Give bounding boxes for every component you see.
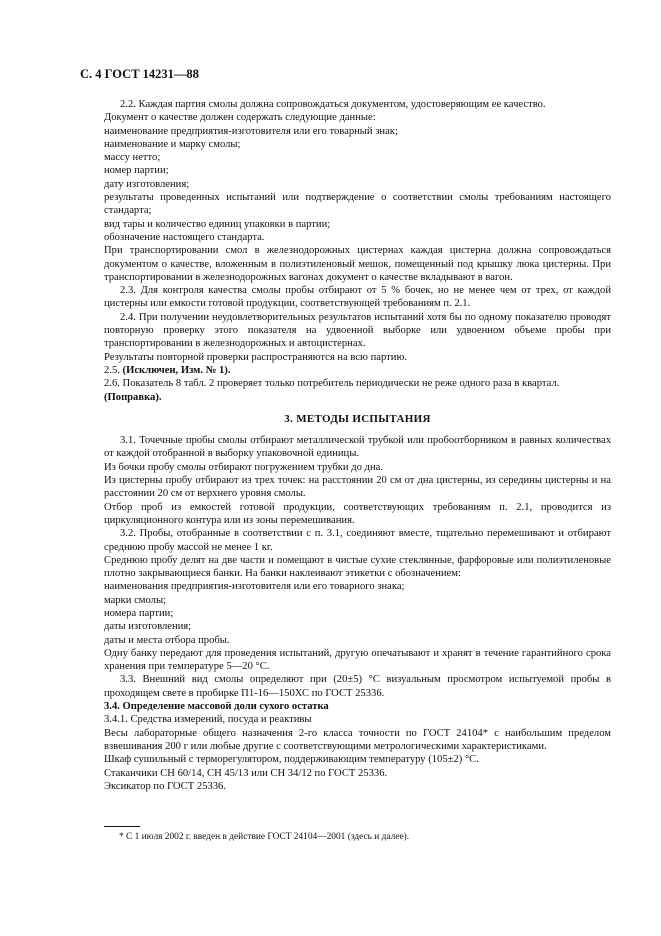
excluded-note: (Исключен, Изм. № 1). [122,364,231,376]
paragraph-number: 2.5. [104,364,120,376]
list-item: наименование и марку смолы; [104,138,241,150]
paragraph: При транспортировании смол в железнодорожных цистернах каждая цистерна должна сопровождаться документом о качестве, вложенным в полиэтиленовый мешок, помещенный под крышку люка цистерны. При транспортировании в железнодорожных вагонах документ о качестве вкладывают в вагон. [104,245,611,283]
paragraph: 3.3. Внешний вид смолы определяют при (20±5) °С визуальным просмотром испытуемой пробы в проходящем свете в пробирке П1-16—150ХС по ГОСТ 25336. [104,674,611,699]
main-text [104,98,611,793]
subsection-heading: 3.4.1. Средства измерений, посуда и реактивы [104,714,312,726]
list-item: вид тары и количество единиц упаковки в партии; [104,218,331,230]
list-item: наименования предприятия-изготовителя или его товарного знака; [104,581,405,593]
paragraph: Одну банку передают для проведения испытаний, другую опечатывают и хранят в течение гарантийного срока хранения при температуре 5—20 °С. [104,647,611,673]
amendment-note: (Поправка). [104,391,162,403]
subsection-title: 3.4. Определение массовой доли сухого остатка [104,701,329,713]
list-item: даты изготовления; [104,621,192,633]
paragraph: Из цистерны пробу отбирают из трех точек: на расстоянии 20 см от дна цистерны, из середины цистерны и на расстоянии 20 см от верхнего уровня смолы. [104,475,611,500]
paragraph: Результаты повторной проверки распространяются на всю партию. [104,351,408,363]
paragraph: Эксикатор по ГОСТ 25336. [104,780,226,792]
list-item: дату изготовления; [104,178,190,190]
list-item: даты и места отбора пробы. [104,634,230,646]
footnote-divider [104,826,140,827]
list-item: обозначение настоящего стандарта. [104,231,265,243]
paragraph: Стаканчики СН 60/14, СН 45/13 или СН 34/12 по ГОСТ 25336. [104,767,388,779]
page-header: С. 4 ГОСТ 14231—88 [80,67,199,81]
paragraph: Документ о качестве должен содержать следующие данные: [104,112,376,124]
paragraph: 2.2. Каждая партия смолы должна сопровождаться документом, удостоверяющим ее качество. [120,99,546,110]
paragraph-2-5 [104,364,611,377]
list-item: марки смолы; [104,594,167,606]
list-item: массу нетто; [104,152,161,164]
paragraph: 2.3. Для контроля качества смолы пробы отбирают от 5 % бочек, но не менее чем от трех, от каждой цистерны или емкости готовой продукции, соответствующей требованиям п. 2.1. [104,285,611,310]
list-item: номер партии; [104,165,169,177]
footnote: * С 1 июля 2002 г. введен в действие ГОСТ 24104—2001 (здесь и далее). [119,832,410,842]
paragraph: 3.1. Точечные пробы смолы отбирают металлической трубкой или пробоотборником в равных количествах от каждой отобранной в выборку упаковочной единицы. [104,435,611,460]
paragraph: Из бочки пробу смолы отбирают погружением трубки до дна. [104,461,383,473]
list-item: наименование предприятия-изготовителя или его товарный знак; [104,125,398,137]
section-title: 3. МЕТОДЫ ИСПЫТАНИЯ [284,412,431,425]
paragraph: 3.2. Пробы, отобранные в соответствии с п. 3.1, соединяют вместе, тщательно перемешивают и отбирают среднюю пробу массой не менее 1 кг. [104,528,611,553]
paragraph: 2.6. Показатель 8 табл. 2 проверяет только потребитель периодически не реже одного раза в квартал. [104,378,560,390]
list-item: номера партии; [104,607,174,619]
paragraph: Среднюю пробу делят на две части и помещают в чистые сухие стеклянные, фарфоровые или полиэтиленовые плотно закрывающиеся банки. На банки наклеивают этикетки с обозначением: [104,554,611,580]
paragraph: Шкаф сушильный с терморегулятором, поддерживающим температуру (105±2) °С. [104,754,479,766]
paragraph: Отбор проб из емкостей готовой продукции, соответствующих требованиям п. 2.1, проводится из циркуляционного контура или из зоны перемешивания. [104,501,611,526]
paragraph: 2.4. При получении неудовлетворительных результатов испытаний хотя бы по одному показателю проводят повторную проверку этого показателя на удвоенной выборке или удвоенном объеме пробы при транспортировании в железнодорожных и автоцистернах. [104,311,611,350]
paragraph: Весы лабораторные общего назначения 2-го класса точности по ГОСТ 24104* с наибольшим пределом взвешивания 200 г или любые другие с соответствующими метрологическими характеристиками. [104,727,611,752]
list-item: результаты проведенных испытаний или подтверждение о соответствии смолы требованиям настоящего стандарта; [104,192,611,217]
